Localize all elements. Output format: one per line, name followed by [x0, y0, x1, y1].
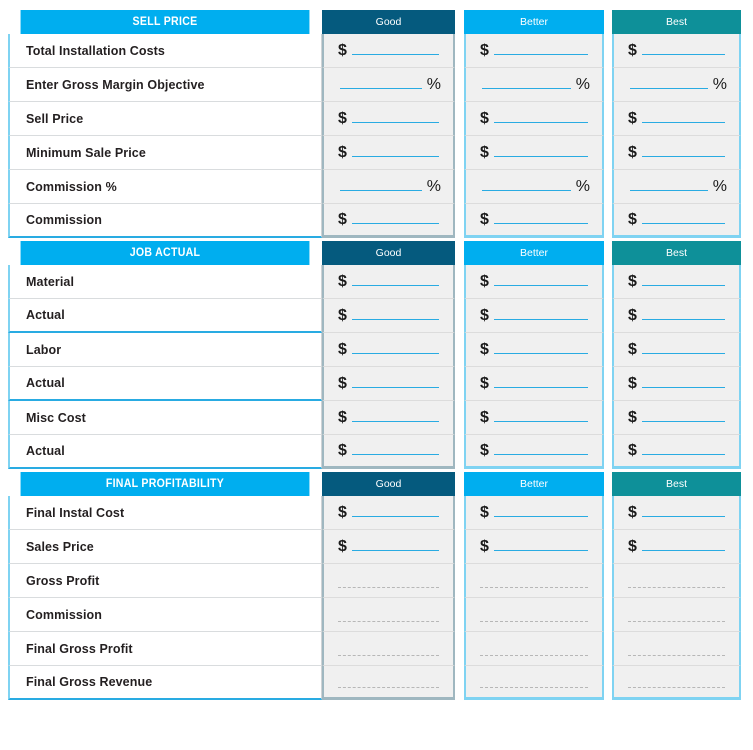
column-header-better: Better — [464, 472, 604, 496]
input-rule[interactable] — [494, 273, 588, 286]
dollar-sign-icon: $ — [480, 441, 489, 459]
percent-input-good[interactable] — [324, 178, 453, 196]
currency-input-good[interactable] — [324, 144, 453, 162]
value-cell-best-gross-profit-2-2[interactable] — [612, 564, 741, 598]
currency-input-better[interactable] — [466, 409, 602, 427]
value-cell-best-actual-1-1[interactable] — [612, 299, 741, 333]
input-rule[interactable] — [494, 211, 588, 224]
computed-field-best — [614, 632, 739, 665]
row-label-actual-1-3: Actual — [8, 367, 322, 401]
dollar-sign-icon: $ — [338, 408, 347, 426]
row-label-commission-0-5: Commission — [8, 204, 322, 238]
currency-input-best[interactable] — [614, 42, 739, 60]
section-title: FINAL PROFITABILITY — [21, 472, 310, 496]
input-rule[interactable] — [642, 442, 725, 455]
value-cell-good-commission-0-5[interactable] — [322, 204, 455, 238]
table-row — [0, 666, 753, 700]
currency-input-good[interactable] — [324, 538, 453, 556]
input-rule[interactable] — [494, 375, 588, 388]
currency-input-better[interactable] — [466, 211, 602, 229]
input-rule[interactable] — [642, 110, 725, 123]
table-row — [0, 401, 753, 435]
table-row — [0, 136, 753, 170]
table-row — [0, 333, 753, 367]
computed-field-better — [466, 666, 602, 697]
column-header-good: Good — [322, 241, 455, 265]
input-rule[interactable] — [352, 144, 439, 157]
section-header-job-actual — [0, 241, 753, 265]
input-rule[interactable] — [340, 76, 422, 89]
table-row — [0, 170, 753, 204]
input-rule[interactable] — [642, 42, 725, 55]
value-cell-best-final-instal-cost-2-0[interactable] — [612, 496, 741, 530]
input-rule[interactable] — [352, 211, 439, 224]
table-row — [0, 34, 753, 68]
value-cell-good-actual-1-1[interactable] — [322, 299, 455, 333]
dollar-sign-icon: $ — [480, 210, 489, 228]
table-row — [0, 299, 753, 333]
section-title: SELL PRICE — [21, 10, 310, 34]
dollar-sign-icon: $ — [628, 503, 637, 521]
value-cell-better-sell-price-0-2[interactable] — [464, 102, 604, 136]
value-cell-good-minimum-sale-price-0-3[interactable] — [322, 136, 455, 170]
currency-input-better[interactable] — [466, 341, 602, 359]
value-cell-good-misc-cost-1-4[interactable] — [322, 401, 455, 435]
input-rule[interactable] — [642, 307, 725, 320]
value-cell-best-sales-price-2-1[interactable] — [612, 530, 741, 564]
percent-input-best[interactable] — [614, 178, 739, 196]
value-cell-best-enter-gross-margin-objective-0-1[interactable] — [612, 68, 741, 102]
value-cell-best-final-gross-profit-2-4[interactable] — [612, 632, 741, 666]
value-cell-better-actual-1-5[interactable] — [464, 435, 604, 469]
value-cell-better-sales-price-2-1[interactable] — [464, 530, 604, 564]
table-row — [0, 598, 753, 632]
dollar-sign-icon: $ — [480, 143, 489, 161]
input-rule[interactable] — [352, 307, 439, 320]
dashed-rule — [338, 621, 439, 622]
dollar-sign-icon: $ — [338, 272, 347, 290]
input-rule[interactable] — [642, 409, 725, 422]
currency-input-good[interactable] — [324, 307, 453, 325]
input-rule[interactable] — [352, 375, 439, 388]
dollar-sign-icon: $ — [628, 109, 637, 127]
input-rule[interactable] — [494, 144, 588, 157]
value-cell-better-material-1-0[interactable] — [464, 265, 604, 299]
computed-field-good — [324, 598, 453, 631]
percent-input-better[interactable] — [466, 76, 602, 94]
dashed-rule — [628, 587, 725, 588]
currency-input-good[interactable] — [324, 211, 453, 229]
input-rule[interactable] — [642, 144, 725, 157]
table-row — [0, 367, 753, 401]
percent-input-best[interactable] — [614, 76, 739, 94]
input-rule[interactable] — [340, 178, 422, 191]
table-row — [0, 564, 753, 598]
column-header-good: Good — [322, 472, 455, 496]
value-cell-better-final-gross-profit-2-4[interactable] — [464, 632, 604, 666]
dashed-rule — [480, 621, 588, 622]
currency-input-best[interactable] — [614, 211, 739, 229]
row-label-labor-1-2: Labor — [8, 333, 322, 367]
currency-input-better[interactable] — [466, 538, 602, 556]
section-title: JOB ACTUAL — [21, 241, 310, 265]
input-rule[interactable] — [352, 273, 439, 286]
dollar-sign-icon: $ — [480, 408, 489, 426]
column-header-good: Good — [322, 10, 455, 34]
computed-field-good — [324, 564, 453, 597]
currency-input-good[interactable] — [324, 375, 453, 393]
value-cell-better-total-installation-costs-0-0[interactable] — [464, 34, 604, 68]
currency-input-better[interactable] — [466, 273, 602, 291]
dollar-sign-icon: $ — [628, 441, 637, 459]
currency-input-good[interactable] — [324, 273, 453, 291]
dollar-sign-icon: $ — [480, 374, 489, 392]
computed-field-better — [466, 598, 602, 631]
column-header-best: Best — [612, 472, 741, 496]
input-rule[interactable] — [494, 341, 588, 354]
dollar-sign-icon: $ — [628, 210, 637, 228]
currency-input-best[interactable] — [614, 307, 739, 325]
table-row — [0, 265, 753, 299]
percent-sign-icon: % — [712, 75, 727, 93]
currency-input-better[interactable] — [466, 110, 602, 128]
dollar-sign-icon: $ — [480, 537, 489, 555]
currency-input-best[interactable] — [614, 409, 739, 427]
input-rule[interactable] — [494, 110, 588, 123]
input-rule[interactable] — [352, 341, 439, 354]
percent-sign-icon: % — [426, 177, 441, 195]
value-cell-good-sell-price-0-2[interactable] — [322, 102, 455, 136]
value-cell-better-final-gross-revenue-2-5[interactable] — [464, 666, 604, 700]
row-label-actual-1-1: Actual — [8, 299, 322, 333]
table-row — [0, 530, 753, 564]
dollar-sign-icon: $ — [338, 41, 347, 59]
value-cell-better-minimum-sale-price-0-3[interactable] — [464, 136, 604, 170]
value-cell-good-sales-price-2-1[interactable] — [322, 530, 455, 564]
value-cell-good-labor-1-2[interactable] — [322, 333, 455, 367]
currency-input-best[interactable] — [614, 273, 739, 291]
value-cell-good-actual-1-3[interactable] — [322, 367, 455, 401]
currency-input-good[interactable] — [324, 504, 453, 522]
percent-sign-icon: % — [575, 177, 590, 195]
row-label-sell-price-0-2: Sell Price — [8, 102, 322, 136]
percent-sign-icon: % — [712, 177, 727, 195]
dollar-sign-icon: $ — [628, 143, 637, 161]
input-rule[interactable] — [352, 538, 439, 551]
table-row — [0, 632, 753, 666]
currency-input-best[interactable] — [614, 375, 739, 393]
currency-input-better[interactable] — [466, 375, 602, 393]
input-rule[interactable] — [494, 442, 588, 455]
dollar-sign-icon: $ — [338, 441, 347, 459]
computed-field-best — [614, 598, 739, 631]
dollar-sign-icon: $ — [480, 306, 489, 324]
dollar-sign-icon: $ — [338, 374, 347, 392]
row-label-total-installation-costs-0-0: Total Installation Costs — [8, 34, 322, 68]
dashed-rule — [480, 687, 588, 688]
dollar-sign-icon: $ — [338, 503, 347, 521]
currency-input-best[interactable] — [614, 538, 739, 556]
dashed-rule — [628, 621, 725, 622]
dollar-sign-icon: $ — [628, 408, 637, 426]
value-cell-good-commission-0-4[interactable] — [322, 170, 455, 204]
currency-input-better[interactable] — [466, 442, 602, 460]
dollar-sign-icon: $ — [338, 210, 347, 228]
row-label-sales-price-2-1: Sales Price — [8, 530, 322, 564]
dashed-rule — [628, 687, 725, 688]
value-cell-good-enter-gross-margin-objective-0-1[interactable] — [322, 68, 455, 102]
input-rule[interactable] — [642, 273, 725, 286]
row-label-final-instal-cost-2-0: Final Instal Cost — [8, 496, 322, 530]
row-label-final-gross-profit-2-4: Final Gross Profit — [8, 632, 322, 666]
input-rule[interactable] — [494, 307, 588, 320]
dollar-sign-icon: $ — [338, 109, 347, 127]
input-rule[interactable] — [642, 211, 725, 224]
dollar-sign-icon: $ — [338, 143, 347, 161]
dashed-rule — [338, 587, 439, 588]
value-cell-better-actual-1-1[interactable] — [464, 299, 604, 333]
column-header-best: Best — [612, 241, 741, 265]
dollar-sign-icon: $ — [480, 272, 489, 290]
currency-input-better[interactable] — [466, 307, 602, 325]
dollar-sign-icon: $ — [628, 340, 637, 358]
input-rule[interactable] — [494, 409, 588, 422]
column-header-better: Better — [464, 10, 604, 34]
table-row — [0, 68, 753, 102]
currency-input-best[interactable] — [614, 144, 739, 162]
dollar-sign-icon: $ — [628, 272, 637, 290]
currency-input-better[interactable] — [466, 504, 602, 522]
input-rule[interactable] — [642, 538, 725, 551]
value-cell-good-actual-1-5[interactable] — [322, 435, 455, 469]
value-cell-best-sell-price-0-2[interactable] — [612, 102, 741, 136]
value-cell-best-labor-1-2[interactable] — [612, 333, 741, 367]
value-cell-good-final-instal-cost-2-0[interactable] — [322, 496, 455, 530]
input-rule[interactable] — [642, 341, 725, 354]
section-header-final-profitability — [0, 472, 753, 496]
dashed-rule — [480, 587, 588, 588]
value-cell-better-commission-2-3[interactable] — [464, 598, 604, 632]
input-rule[interactable] — [352, 504, 439, 517]
value-cell-best-commission-0-4[interactable] — [612, 170, 741, 204]
value-cell-best-final-gross-revenue-2-5[interactable] — [612, 666, 741, 700]
value-cell-good-total-installation-costs-0-0[interactable] — [322, 34, 455, 68]
currency-input-good[interactable] — [324, 110, 453, 128]
currency-input-good[interactable] — [324, 442, 453, 460]
value-cell-best-minimum-sale-price-0-3[interactable] — [612, 136, 741, 170]
input-rule[interactable] — [482, 178, 571, 191]
dollar-sign-icon: $ — [338, 306, 347, 324]
input-rule[interactable] — [352, 409, 439, 422]
row-label-material-1-0: Material — [8, 265, 322, 299]
value-cell-best-commission-0-5[interactable] — [612, 204, 741, 238]
value-cell-good-final-gross-profit-2-4[interactable] — [322, 632, 455, 666]
value-cell-better-misc-cost-1-4[interactable] — [464, 401, 604, 435]
currency-input-good[interactable] — [324, 341, 453, 359]
dashed-rule — [628, 655, 725, 656]
input-rule[interactable] — [482, 76, 571, 89]
column-header-better: Better — [464, 241, 604, 265]
value-cell-best-total-installation-costs-0-0[interactable] — [612, 34, 741, 68]
currency-input-best[interactable] — [614, 442, 739, 460]
currency-input-good[interactable] — [324, 409, 453, 427]
input-rule[interactable] — [494, 42, 588, 55]
row-label-misc-cost-1-4: Misc Cost — [8, 401, 322, 435]
input-rule[interactable] — [630, 76, 708, 89]
currency-input-best[interactable] — [614, 504, 739, 522]
percent-sign-icon: % — [426, 75, 441, 93]
value-cell-better-commission-0-5[interactable] — [464, 204, 604, 238]
table-row — [0, 102, 753, 136]
row-label-final-gross-revenue-2-5: Final Gross Revenue — [8, 666, 322, 700]
dashed-rule — [480, 655, 588, 656]
dollar-sign-icon: $ — [480, 109, 489, 127]
table-row — [0, 496, 753, 530]
computed-field-best — [614, 666, 739, 697]
input-rule[interactable] — [352, 442, 439, 455]
computed-field-better — [466, 564, 602, 597]
input-rule[interactable] — [494, 504, 588, 517]
computed-field-good — [324, 632, 453, 665]
value-cell-better-labor-1-2[interactable] — [464, 333, 604, 367]
column-header-best: Best — [612, 10, 741, 34]
table-row — [0, 204, 753, 238]
row-label-minimum-sale-price-0-3: Minimum Sale Price — [8, 136, 322, 170]
currency-input-best[interactable] — [614, 341, 739, 359]
dollar-sign-icon: $ — [338, 537, 347, 555]
row-label-commission-0-4: Commission % — [8, 170, 322, 204]
row-label-commission-2-3: Commission — [8, 598, 322, 632]
percent-input-good[interactable] — [324, 76, 453, 94]
value-cell-best-material-1-0[interactable] — [612, 265, 741, 299]
input-rule[interactable] — [494, 538, 588, 551]
computed-field-good — [324, 666, 453, 697]
table-row — [0, 435, 753, 469]
value-cell-better-commission-0-4[interactable] — [464, 170, 604, 204]
computed-field-better — [466, 632, 602, 665]
dollar-sign-icon: $ — [628, 41, 637, 59]
value-cell-better-final-instal-cost-2-0[interactable] — [464, 496, 604, 530]
input-rule[interactable] — [352, 42, 439, 55]
currency-input-best[interactable] — [614, 110, 739, 128]
value-cell-best-actual-1-5[interactable] — [612, 435, 741, 469]
value-cell-better-actual-1-3[interactable] — [464, 367, 604, 401]
value-cell-good-gross-profit-2-2[interactable] — [322, 564, 455, 598]
value-cell-best-misc-cost-1-4[interactable] — [612, 401, 741, 435]
dollar-sign-icon: $ — [480, 41, 489, 59]
value-cell-best-actual-1-3[interactable] — [612, 367, 741, 401]
value-cell-good-material-1-0[interactable] — [322, 265, 455, 299]
percent-input-better[interactable] — [466, 178, 602, 196]
input-rule[interactable] — [642, 375, 725, 388]
row-label-enter-gross-margin-objective-0-1: Enter Gross Margin Objective — [8, 68, 322, 102]
value-cell-better-enter-gross-margin-objective-0-1[interactable] — [464, 68, 604, 102]
value-cell-better-gross-profit-2-2[interactable] — [464, 564, 604, 598]
value-cell-good-commission-2-3[interactable] — [322, 598, 455, 632]
currency-input-good[interactable] — [324, 42, 453, 60]
currency-input-better[interactable] — [466, 144, 602, 162]
input-rule[interactable] — [630, 178, 708, 191]
dollar-sign-icon: $ — [480, 340, 489, 358]
value-cell-good-final-gross-revenue-2-5[interactable] — [322, 666, 455, 700]
dollar-sign-icon: $ — [628, 537, 637, 555]
dollar-sign-icon: $ — [628, 374, 637, 392]
row-label-actual-1-5: Actual — [8, 435, 322, 469]
dollar-sign-icon: $ — [628, 306, 637, 324]
input-rule[interactable] — [352, 110, 439, 123]
dollar-sign-icon: $ — [480, 503, 489, 521]
computed-field-best — [614, 564, 739, 597]
percent-sign-icon: % — [575, 75, 590, 93]
currency-input-better[interactable] — [466, 42, 602, 60]
dashed-rule — [338, 687, 439, 688]
dashed-rule — [338, 655, 439, 656]
section-header-sell-price — [0, 10, 753, 34]
row-label-gross-profit-2-2: Gross Profit — [8, 564, 322, 598]
value-cell-best-commission-2-3[interactable] — [612, 598, 741, 632]
dollar-sign-icon: $ — [338, 340, 347, 358]
input-rule[interactable] — [642, 504, 725, 517]
